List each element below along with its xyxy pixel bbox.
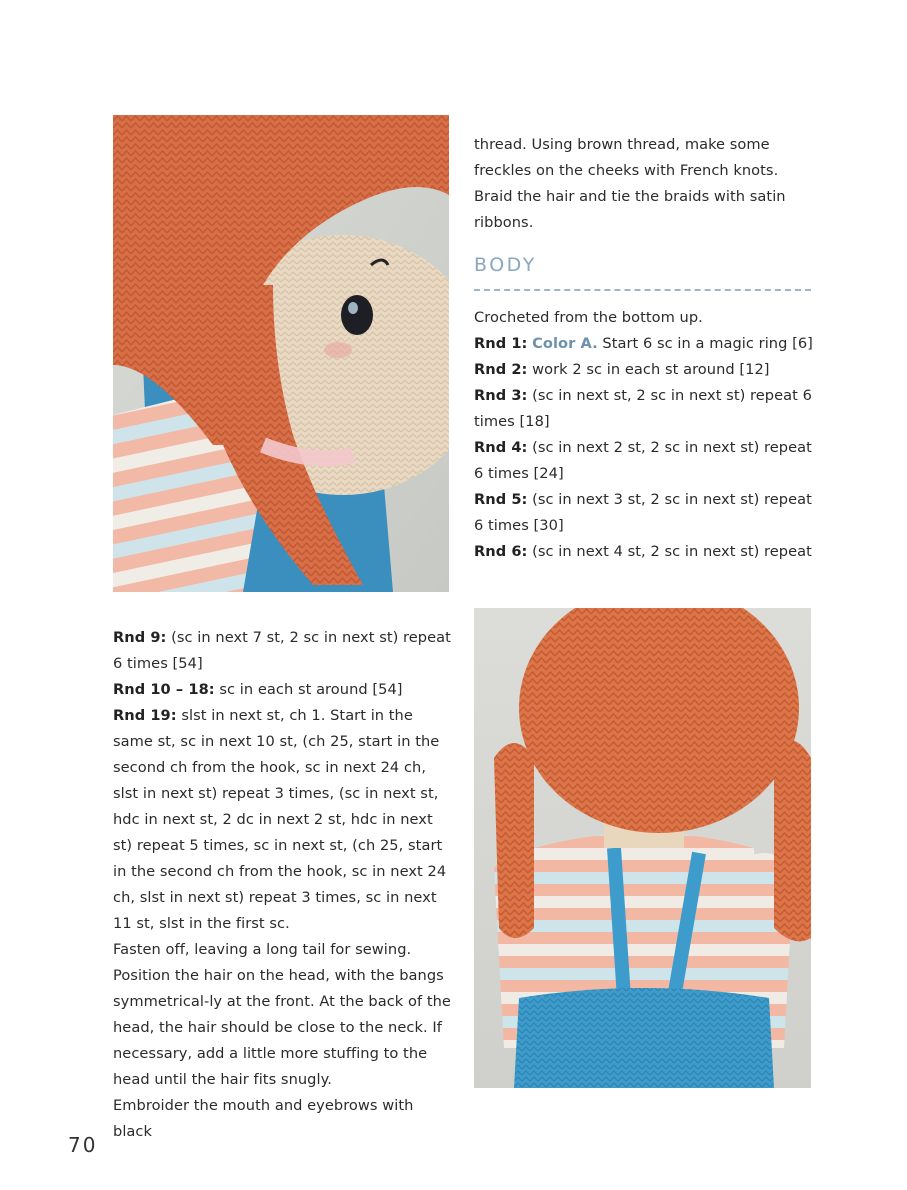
round-text: (sc in next 2 st, 2 sc in next st) repeat 6 times [24]: [474, 439, 812, 482]
round-label: Rnd 5:: [474, 491, 528, 508]
paragraph-embroider: Embroider the mouth and eyebrows with black: [113, 1097, 414, 1140]
round-text: (sc in next st, 2 sc in next st) repeat 6 times [18]: [474, 387, 812, 430]
round-text: (sc in next 7 st, 2 sc in next st) repeat 6 times [54]: [113, 629, 451, 672]
round-label: Rnd 1:: [474, 335, 528, 352]
round-10-18: [113, 677, 453, 703]
doll-face-photo: [113, 115, 449, 592]
left-text-column: [113, 625, 453, 1145]
round-3: [474, 383, 819, 435]
round-text: sc in each st around [54]: [214, 681, 403, 698]
round-label: Rnd 6:: [474, 543, 528, 560]
round-5: [474, 487, 819, 539]
round-text: Start 6 sc in a magic ring [6]: [597, 335, 813, 352]
intro-line-1: thread. Using brown thread, make some freckles on the cheeks with French knots.: [474, 136, 779, 179]
round-2: [474, 357, 819, 383]
right-text-column: [474, 132, 819, 565]
section-divider: [474, 289, 811, 291]
round-text: work 2 sc in each st around [12]: [527, 361, 770, 378]
round-label: Rnd 10 – 18:: [113, 681, 215, 698]
round-label: Rnd 4:: [474, 439, 528, 456]
round-label: Rnd 3:: [474, 387, 528, 404]
round-9: [113, 625, 453, 677]
round-text: slst in next st, ch 1. Start in the same st, sc in next 10 st, (ch 25, start in the second ch from the hook, sc in next 24 ch, slst in next st) repeat 3 times, (sc in next st, hdc in next st, 2 dc in next 2 st, hdc in next st) repeat 5 times, sc in next st, (ch 25, start in the second ch from the hook, sc in next 24 ch, slst in next st) repeat 3 times, sc in next 11 st, slst in the first sc.: [113, 707, 447, 932]
round-text: (sc in next 4 st, 2 sc in next st) repeat: [527, 543, 812, 560]
paragraph-fasten-off: Fasten off, leaving a long tail for sewing. Position the hair on the head, with the bangs symmetrical-ly at the front. At the back of the head, the hair should be close to the neck. If necessary, add a little more stuffing to the head until the hair fits snugly.: [113, 941, 451, 1088]
round-19: [113, 703, 453, 937]
page-number: 70: [68, 1133, 98, 1157]
round-6: [474, 539, 819, 565]
round-text: (sc in next 3 st, 2 sc in next st) repeat 6 times [30]: [474, 491, 812, 534]
round-label: Rnd 2:: [474, 361, 528, 378]
doll-back-photo: [474, 608, 811, 1088]
section-title-body: BODY: [474, 254, 537, 276]
section-intro: Crocheted from the bottom up.: [474, 309, 703, 326]
intro-line-2: Braid the hair and tie the braids with satin ribbons.: [474, 188, 786, 231]
round-4: [474, 435, 819, 487]
round-label: Rnd 9:: [113, 629, 167, 646]
round-1: [474, 331, 819, 357]
round-label: Rnd 19:: [113, 707, 177, 724]
color-a-label: Color A.: [532, 335, 598, 352]
